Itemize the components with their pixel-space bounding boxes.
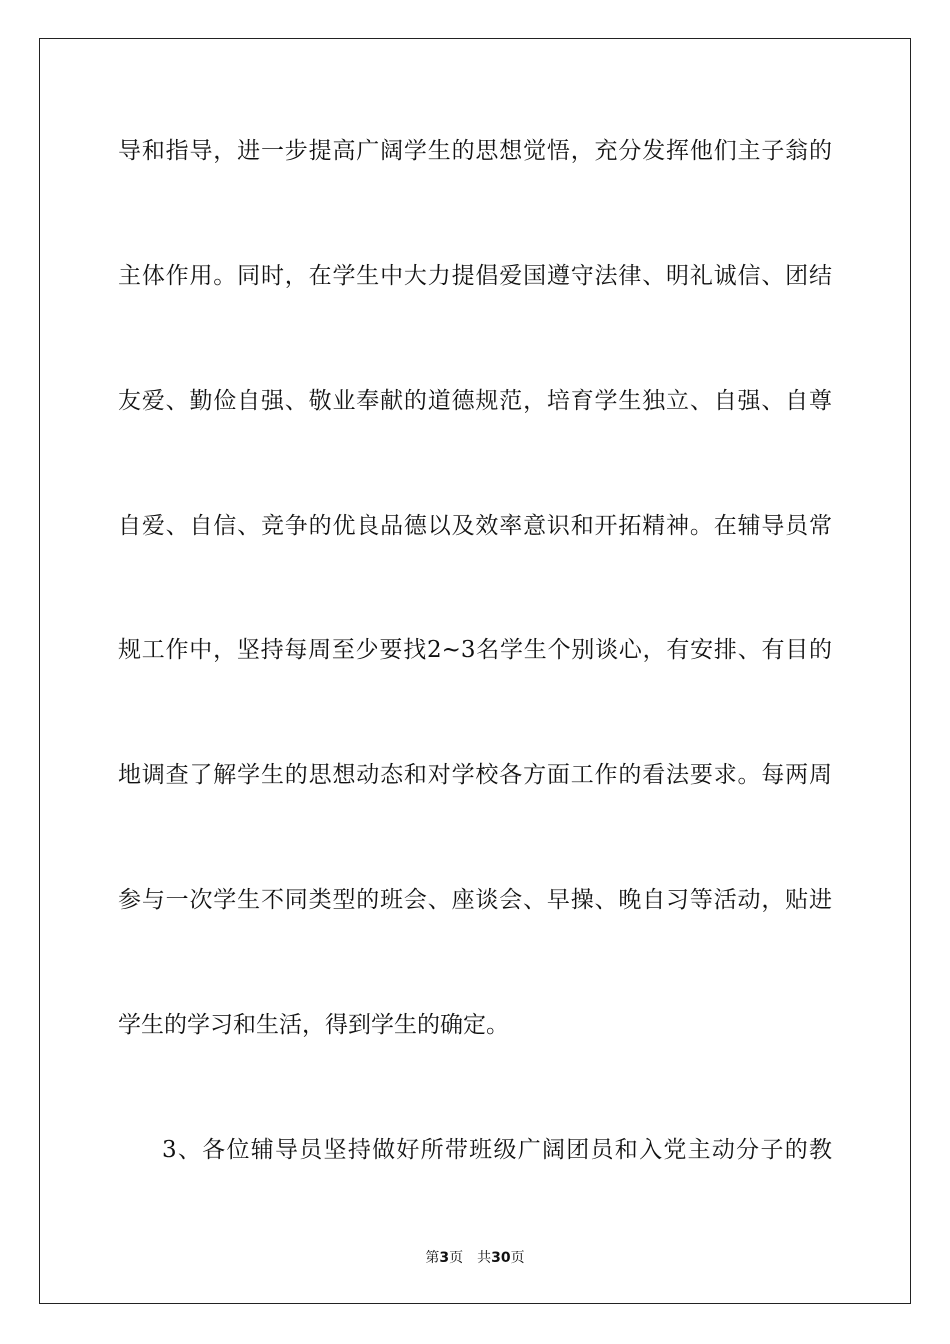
body-text-line-8: 学生的学习和生活，得到学生的确定。: [118, 1012, 509, 1038]
body-text-line-5: 规工作中，坚持每周至少要找2~3名学生个别谈心，有安排、有目的: [118, 637, 832, 663]
page-prefix: 第: [425, 1250, 440, 1266]
total-pages: 30: [491, 1250, 511, 1266]
total-prefix: 共: [477, 1250, 492, 1266]
body-text-line-7: 参与一次学生不同类型的班会、座谈会、早操、晚自习等活动，贴进: [118, 887, 832, 913]
page-suffix: 页: [449, 1250, 464, 1266]
body-text-line-3: 友爱、勤俭自强、敬业奉献的道德规范，培育学生独立、自强、自尊: [118, 388, 832, 414]
body-text-line-1: 导和指导，进一步提高广阔学生的思想觉悟，充分发挥他们主子翁的: [118, 138, 832, 164]
total-suffix: 页: [510, 1250, 525, 1266]
page-footer: [0, 1248, 950, 1268]
body-text-line-4: 自爱、自信、竞争的优良品德以及效率意识和开拓精神。在辅导员常: [118, 513, 832, 539]
next-paragraph-line: 3、各位辅导员坚持做好所带班级广阔团员和入党主动分子的教: [162, 1137, 832, 1163]
body-text-line-2: 主体作用。同时，在学生中大力提倡爱国遵守法律、明礼诚信、团结: [118, 263, 832, 289]
page-number: 3: [439, 1250, 450, 1266]
body-text-line-6: 地调查了解学生的思想动态和对学校各方面工作的看法要求。每两周: [118, 762, 832, 788]
page-border: [39, 38, 911, 1304]
